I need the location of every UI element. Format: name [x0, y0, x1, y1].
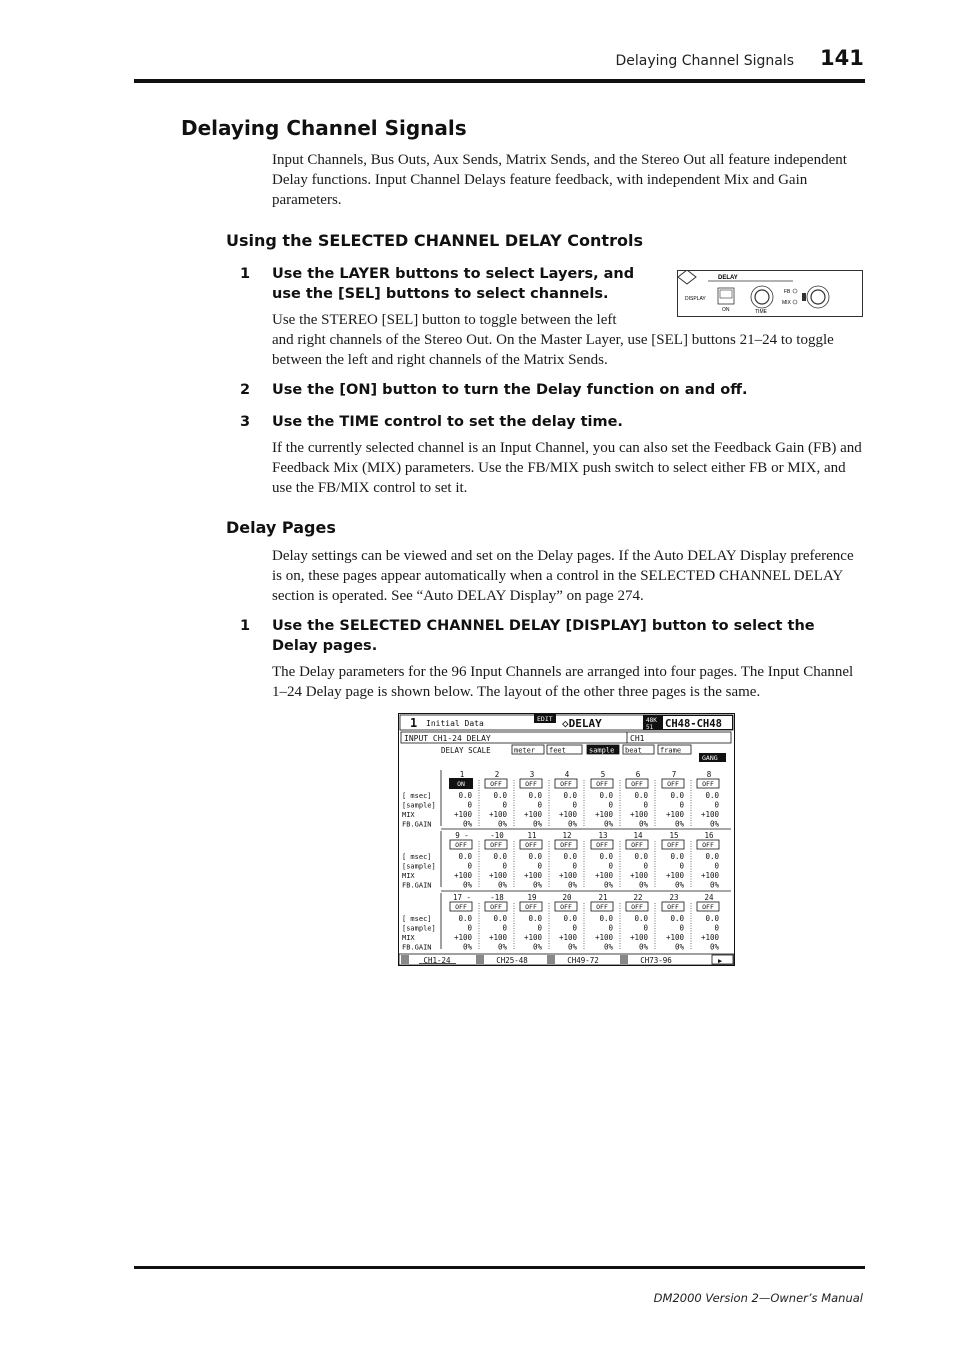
on-button-led [720, 290, 732, 298]
delay-control-panel [677, 270, 863, 317]
channel-number: 4 [564, 770, 570, 779]
step-number: 1 [240, 618, 251, 634]
channel-msec-value[interactable]: 0.0 [563, 914, 577, 923]
row-label: FB.GAIN [402, 943, 432, 952]
panel-on-label: ON [722, 307, 730, 313]
channel-state: OFF [490, 841, 502, 849]
step-text: Use the LAYER buttons to select Layers, and use the [SEL] buttons to select channels. [272, 266, 635, 302]
row-label: FB.GAIN [402, 820, 432, 829]
channel-sample-value[interactable]: 0 [643, 861, 648, 871]
channel-sample-value[interactable]: 0 [608, 923, 613, 933]
delay-pages-paragraph: Delay settings can be viewed and set on the Delay pages. If the Auto DELAY Display preference is on, these pages appear automatically when a control in the SELECTED CHANNEL DELAY section is operated. See “Auto DELAY Display” on page 274. [272, 548, 854, 604]
channel-mix-value[interactable]: +100 [488, 871, 507, 880]
channel-mix-value[interactable]: +100 [594, 871, 613, 880]
row-label: MIX [402, 934, 415, 942]
delay-lcd-screen [398, 713, 735, 966]
lcd-scene-number: 1 [410, 716, 418, 730]
channel-mix-value[interactable]: +100 [594, 810, 613, 819]
channel-sample-value[interactable]: 0 [643, 923, 648, 933]
scale-option-label: frame [660, 746, 682, 755]
channel-msec-value[interactable]: 0.0 [528, 852, 542, 861]
tab-marker [547, 955, 555, 964]
tab-marker [476, 955, 484, 964]
channel-msec-value[interactable]: 0.0 [599, 852, 613, 861]
channel-number: 19 [527, 893, 537, 902]
footer-rule [134, 1266, 865, 1269]
channel-state: OFF [525, 780, 537, 788]
channel-fb-value[interactable]: 0% [709, 819, 719, 829]
channel-msec-value[interactable]: 0.0 [528, 914, 542, 923]
step-1-body-a: Use the STEREO [SEL] button to toggle between the left [272, 312, 617, 328]
channel-fb-value[interactable]: 0% [674, 942, 684, 952]
channel-number: 13 [598, 831, 608, 840]
channel-fb-value[interactable]: 0% [709, 880, 719, 890]
channel-state: OFF [596, 841, 608, 849]
running-header: Delaying Channel Signals [615, 53, 794, 69]
channel-mix-value[interactable]: +100 [453, 871, 472, 880]
channel-fb-value[interactable]: 0% [674, 880, 684, 890]
page-number: 141 [820, 46, 864, 70]
channel-number: -18 [490, 893, 504, 902]
channel-sample-value[interactable]: 0 [502, 800, 507, 810]
row-label: MIX [402, 872, 415, 880]
channel-sample-value[interactable]: 0 [537, 923, 542, 933]
scale-option-label: meter [514, 746, 536, 755]
channel-mix-value[interactable]: +100 [700, 933, 719, 942]
channel-sample-value[interactable]: 0 [714, 800, 719, 810]
channel-mix-value[interactable]: +100 [700, 810, 719, 819]
channel-state: OFF [702, 841, 714, 849]
channel-number: 11 [527, 831, 537, 840]
channel-msec-value[interactable]: 0.0 [563, 791, 577, 800]
lcd-edit-label: EDIT [537, 715, 553, 723]
channel-msec-value[interactable]: 0.0 [705, 852, 719, 861]
channel-sample-value[interactable]: 0 [572, 861, 577, 871]
channel-msec-value[interactable]: 0.0 [493, 852, 507, 861]
delay-scale-selector [512, 745, 691, 755]
step-3-body: If the currently selected channel is an Input Channel, you can also set the Feedback Gain (FB) and Feedback Mix (MIX) parameters. Use the FB/MIX push switch to select either FB or MIX, and use the FB/MIX control to set it. [272, 440, 862, 496]
lcd-fs-top: 48K [646, 717, 657, 724]
channel-mix-value[interactable]: +100 [665, 933, 684, 942]
channel-fb-value[interactable]: 0% [462, 880, 472, 890]
channel-number: 8 [706, 770, 712, 779]
panel-display-label: DISPLAY [685, 296, 706, 302]
channel-msec-value[interactable]: 0.0 [634, 791, 648, 800]
channel-number: -10 [490, 831, 504, 840]
channel-sample-value[interactable]: 0 [608, 861, 613, 871]
channel-state: ON [457, 780, 465, 788]
channel-sample-value[interactable]: 0 [537, 861, 542, 871]
channel-fb-value[interactable]: 0% [497, 880, 507, 890]
channel-fb-value[interactable]: 0% [532, 819, 542, 829]
lcd-next-tab[interactable] [712, 955, 733, 964]
section-heading-controls: Using the SELECTED CHANNEL DELAY Controls [226, 231, 643, 250]
channel-fb-value[interactable]: 0% [603, 819, 613, 829]
page-title: Delaying Channel Signals [181, 116, 467, 140]
lcd-scene-name: Initial Data [426, 719, 484, 728]
channel-sample-value[interactable]: 0 [502, 861, 507, 871]
channel-mix-value[interactable]: +100 [558, 933, 577, 942]
row-label: [ msec] [402, 792, 432, 800]
channel-mix-value[interactable]: +100 [558, 810, 577, 819]
channel-mix-value[interactable]: +100 [665, 810, 684, 819]
channel-msec-value[interactable]: 0.0 [599, 791, 613, 800]
channel-number: 6 [635, 770, 641, 779]
channel-msec-value[interactable]: 0.0 [705, 914, 719, 923]
channel-state: OFF [490, 903, 502, 911]
channel-mix-value[interactable]: +100 [629, 810, 648, 819]
lcd-gang-label: GANG [702, 754, 718, 762]
channel-sample-value[interactable]: 0 [643, 800, 648, 810]
lcd-page-title: INPUT CH1-24 DELAY [404, 734, 491, 743]
channel-number: 3 [529, 770, 535, 779]
channel-number: 16 [704, 831, 714, 840]
channel-msec-value[interactable]: 0.0 [670, 914, 684, 923]
channel-msec-value[interactable]: 0.0 [634, 914, 648, 923]
channel-fb-value[interactable]: 0% [462, 942, 472, 952]
channel-mix-value[interactable]: +100 [488, 933, 507, 942]
channel-number: 1 [459, 770, 465, 779]
scale-option-label: feet [549, 746, 566, 755]
scale-option-label: beat [625, 746, 642, 755]
channel-fb-value[interactable]: 0% [603, 942, 613, 952]
channel-number: 21 [598, 893, 608, 902]
channel-sample-value[interactable]: 0 [679, 923, 684, 933]
channel-sample-value[interactable]: 0 [537, 800, 542, 810]
channel-msec-value[interactable]: 0.0 [458, 791, 472, 800]
channel-state: OFF [667, 780, 679, 788]
channel-state: OFF [667, 841, 679, 849]
channel-number: 9 - [455, 831, 469, 840]
channel-sample-value[interactable]: 0 [679, 861, 684, 871]
channel-state: OFF [560, 780, 572, 788]
channel-state: OFF [525, 841, 537, 849]
channel-mix-value[interactable]: +100 [665, 871, 684, 880]
lcd-channel-range: CH48-CH48 [665, 718, 722, 730]
step-number: 2 [240, 382, 251, 398]
step-text: Use the SELECTED CHANNEL DELAY [DISPLAY] button to select the Delay pages. [272, 618, 815, 654]
channel-msec-value[interactable]: 0.0 [634, 852, 648, 861]
channel-number: 2 [494, 770, 500, 779]
panel-time-label: TIME [755, 309, 767, 315]
channel-state: OFF [490, 780, 502, 788]
row-label: MIX [402, 811, 415, 819]
channel-sample-value[interactable]: 0 [714, 861, 719, 871]
channel-state: OFF [631, 903, 643, 911]
time-knob[interactable] [755, 290, 769, 304]
channel-sample-value[interactable]: 0 [467, 800, 472, 810]
channel-msec-value[interactable]: 0.0 [599, 914, 613, 923]
channel-sample-value[interactable]: 0 [502, 923, 507, 933]
channel-state: OFF [455, 903, 467, 911]
channel-state: OFF [667, 903, 679, 911]
channel-sample-value[interactable]: 0 [572, 800, 577, 810]
row-label: FB.GAIN [402, 881, 432, 890]
section-heading-delay-pages: Delay Pages [226, 518, 336, 537]
channel-msec-value[interactable]: 0.0 [528, 791, 542, 800]
channel-msec-value[interactable]: 0.0 [563, 852, 577, 861]
channel-state: OFF [596, 780, 608, 788]
channel-sample-value[interactable]: 0 [467, 861, 472, 871]
fb-mix-knob[interactable] [811, 290, 825, 304]
channel-sample-value[interactable]: 0 [572, 923, 577, 933]
channel-msec-value[interactable]: 0.0 [705, 791, 719, 800]
step-text: Use the TIME control to set the delay time. [272, 414, 623, 430]
channel-fb-value[interactable]: 0% [462, 819, 472, 829]
channel-state: OFF [702, 903, 714, 911]
channel-state: OFF [631, 780, 643, 788]
lcd-scale-label: DELAY SCALE [441, 746, 491, 755]
channel-number: 14 [633, 831, 643, 840]
channel-mix-value[interactable]: +100 [558, 871, 577, 880]
panel-fb-label: FB [784, 289, 791, 295]
step-1-body-b: and right channels of the Stereo Out. On the Master Layer, use [SEL] buttons 21–24 to toggle between the left and right channels of the Matrix Sends. [272, 332, 834, 368]
channel-number: 20 [562, 893, 572, 902]
row-label: [sample] [402, 862, 436, 871]
page-tab[interactable]: CH25-48 [496, 956, 528, 965]
fb-mix-switch[interactable] [802, 293, 806, 301]
step-number: 3 [240, 414, 251, 430]
panel-corner-marker [678, 271, 696, 284]
channel-number: 23 [669, 893, 679, 902]
lcd-page-name: ◇DELAY [562, 717, 602, 730]
lcd-svg [398, 713, 735, 966]
row-label: [ msec] [402, 915, 432, 923]
channel-number: 7 [671, 770, 677, 779]
channel-mix-value[interactable]: +100 [700, 871, 719, 880]
channel-mix-value[interactable]: +100 [453, 933, 472, 942]
row-label: [sample] [402, 924, 436, 933]
channel-msec-value[interactable]: 0.0 [493, 791, 507, 800]
channel-sample-value[interactable]: 0 [467, 923, 472, 933]
channel-fb-value[interactable]: 0% [497, 942, 507, 952]
channel-msec-value[interactable]: 0.0 [670, 852, 684, 861]
channel-state: OFF [560, 841, 572, 849]
channel-fb-value[interactable]: 0% [674, 819, 684, 829]
page-tab[interactable]: CH49-72 [567, 956, 599, 965]
channel-mix-value[interactable]: +100 [488, 810, 507, 819]
channel-number: 17 - [452, 893, 472, 902]
channel-number: 12 [562, 831, 572, 840]
channel-fb-value[interactable]: 0% [709, 942, 719, 952]
channel-mix-value[interactable]: +100 [453, 810, 472, 819]
channel-number: 22 [633, 893, 643, 902]
channel-state: OFF [596, 903, 608, 911]
channel-fb-value[interactable]: 0% [567, 819, 577, 829]
channel-fb-value[interactable]: 0% [638, 942, 648, 952]
channel-msec-value[interactable]: 0.0 [493, 914, 507, 923]
channel-state: OFF [702, 780, 714, 788]
intro-paragraph: Input Channels, Bus Outs, Aux Sends, Matrix Sends, and the Stereo Out all feature independent Delay functions. Input Channel Delays feature feedback, with independent Mix and Gain parameters. [272, 152, 847, 208]
header-rule [134, 79, 865, 83]
fb-led [793, 289, 797, 293]
channel-state: OFF [525, 903, 537, 911]
footer-manual-title: DM2000 Version 2—Owner’s Manual [653, 1291, 863, 1305]
panel-title: DELAY [718, 275, 738, 281]
channel-fb-value[interactable]: 0% [532, 880, 542, 890]
page-tab[interactable]: CH1-24 [423, 956, 451, 965]
step-text: Use the [ON] button to turn the Delay function on and off. [272, 382, 748, 398]
lcd-next-arrow: ▶ [718, 957, 723, 965]
row-label: [sample] [402, 801, 436, 810]
step-1-display-body: The Delay parameters for the 96 Input Channels are arranged into four pages. The Input Channel 1–24 Delay page is shown below. The layout of the other three pages is the same. [272, 664, 854, 700]
channel-fb-value[interactable]: 0% [638, 819, 648, 829]
channel-number: 15 [669, 831, 679, 840]
panel-mix-label: MIX [782, 300, 791, 306]
channel-number: 24 [704, 893, 714, 902]
channel-mix-value[interactable]: +100 [523, 933, 542, 942]
channel-fb-value[interactable]: 0% [567, 880, 577, 890]
page-tab[interactable]: CH73-96 [640, 956, 672, 965]
channel-fb-value[interactable]: 0% [567, 942, 577, 952]
channel-fb-value[interactable]: 0% [497, 819, 507, 829]
channel-mix-value[interactable]: +100 [523, 871, 542, 880]
tab-marker [620, 955, 628, 964]
step-number: 1 [240, 266, 251, 282]
lcd-fs-bottom: 51 [646, 724, 654, 731]
channel-msec-value[interactable]: 0.0 [670, 791, 684, 800]
channel-mix-value[interactable]: +100 [629, 933, 648, 942]
channel-number: 5 [600, 770, 606, 779]
channel-sample-value[interactable]: 0 [679, 800, 684, 810]
channel-fb-value[interactable]: 0% [638, 880, 648, 890]
channel-msec-value[interactable]: 0.0 [458, 914, 472, 923]
row-label: [ msec] [402, 853, 432, 861]
channel-mix-value[interactable]: +100 [523, 810, 542, 819]
delay-panel-graphic [678, 271, 862, 316]
channel-mix-value[interactable]: +100 [629, 871, 648, 880]
channel-fb-value[interactable]: 0% [532, 942, 542, 952]
channel-msec-value[interactable]: 0.0 [458, 852, 472, 861]
channel-state: OFF [455, 841, 467, 849]
channel-mix-value[interactable]: +100 [594, 933, 613, 942]
scale-option-label: sample [589, 746, 615, 755]
channel-state: OFF [560, 903, 572, 911]
channel-state: OFF [631, 841, 643, 849]
channel-sample-value[interactable]: 0 [608, 800, 613, 810]
channel-sample-value[interactable]: 0 [714, 923, 719, 933]
mix-led [793, 300, 797, 304]
tab-marker [401, 955, 409, 964]
lcd-selected-channel: CH1 [630, 734, 645, 743]
channel-fb-value[interactable]: 0% [603, 880, 613, 890]
